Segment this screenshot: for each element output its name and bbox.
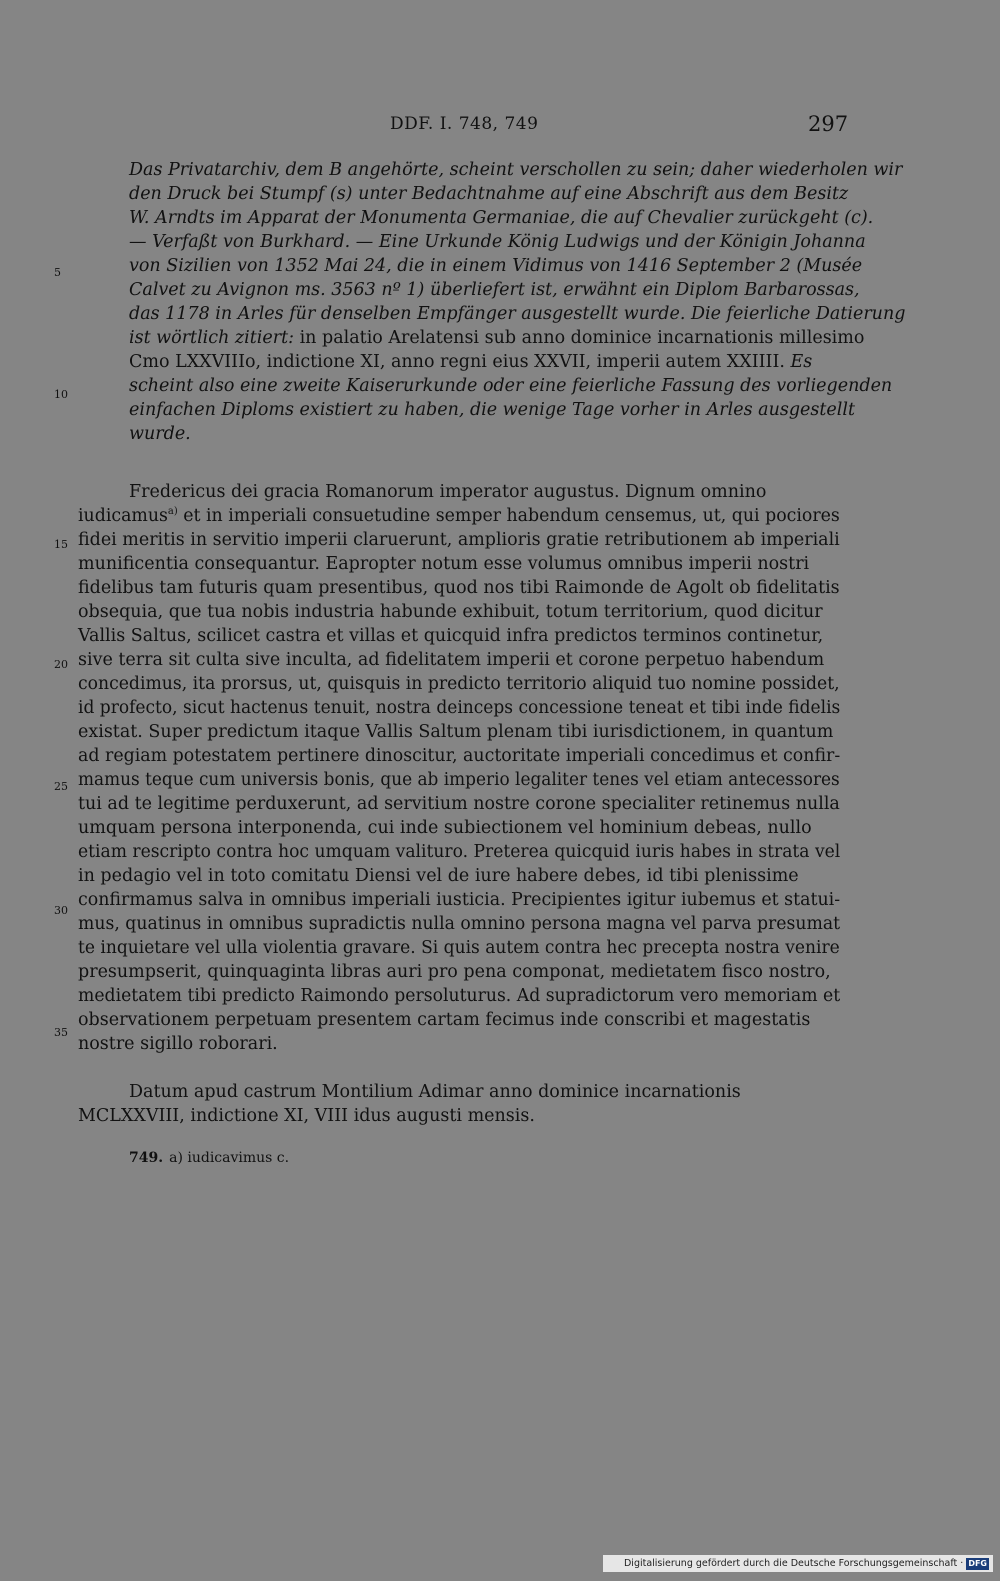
body-line: fidei meritis in servitio imperii claruerunt, amplioris gratie retributionem ab imperiali [78,530,840,550]
dating-line: MCLXXVIII, indictione XI, VIII idus augusti mensis. [78,1106,535,1126]
intro-line: scheint also eine zweite Kaiserurkunde oder eine feierliche Fassung des vorliegenden [129,376,893,396]
line-number: 20 [54,658,68,671]
body-word: iudicamus [78,506,168,526]
body-line: munificentia consequantur. Eapropter notum esse volumus omnibus imperii nostri [78,554,810,574]
intro-line: W. Arndts im Apparat der Monumenta Germaniae, die auf Chevalier zurückgeht (c). [129,208,874,228]
intro-line: den Druck bei Stumpf (s) unter Bedachtnahme auf eine Abschrift aus dem Besitz [129,184,849,204]
body-line: ad regiam potestatem pertinere dinoscitur, auctoritate imperiali concedimus et confir- [78,746,841,766]
body-line: sive terra sit culta sive inculta, ad fidelitatem imperii et corone perpetuo habendum [78,650,825,670]
body-line: fidelibus tam futuris quam presentibus, quod nos tibi Raimonde de Agolt ob fidelitatis [78,578,840,598]
intro-line-mixed [129,326,865,350]
intro-line: — Verfaßt von Burkhard. — Eine Urkunde König Ludwigs und der Königin Johanna [129,232,866,252]
body-line: tui ad te legitime perduxerunt, ad servitium nostre corone specialiter retinemus nulla [78,794,840,814]
line-number: 30 [54,904,68,917]
body-word: et in imperiali consuetudine semper habendum censemus, ut, qui pociores [177,506,840,526]
body-line: mamus teque cum universis bonis, que ab imperio legaliter tenes vel etiam antecessores [78,770,840,790]
body-line: mus, quatinus in omnibus supradictis nulla omnino persona magna vel parva presumat [78,914,841,934]
line-number: 15 [54,538,68,551]
intro-line: wurde. [129,424,191,444]
line-number: 5 [54,266,61,279]
footnote-text: a) iudicavimus c. [169,1150,290,1166]
page-number: 297 [808,112,849,136]
footnote-marker: a) [167,506,178,518]
body-line: umquam persona interponenda, cui inde subiectionem vel hominium debeas, nullo [78,818,812,838]
body-line: concedimus, ita prorsus, ut, quisquis in predicto territorio aliquid tuo nomine possidet, [78,674,840,694]
body-line: presumpserit, quinquaginta libras auri pro pena componat, medietatem fisco nostro, [78,962,831,982]
footer-text: Digitalisierung gefördert durch die Deutsche Forschungsgemeinschaft · [623,1558,964,1569]
intro-line: das 1178 in Arles für denselben Empfänger ausgestellt wurde. Die feierliche Datierung [129,304,906,324]
body-line: Fredericus dei gracia Romanorum imperator augustus. Dignum omnino [129,482,767,502]
body-line: etiam rescripto contra hoc umquam valituro. Preterea quicquid iuris habes in strata vel [78,842,841,862]
dfg-logo-icon: DFG [968,1558,987,1568]
intro-line: einfachen Diploms existiert zu haben, die wenige Tage vorher in Arles ausgestellt [129,400,855,420]
intro-quote-part: in palatio Arelatensi sub anno dominice incarnationis millesimo [294,328,865,348]
intro-line: Das Privatarchiv, dem B angehörte, scheint verschollen zu sein; daher wiederholen wir [129,160,903,180]
intro-italic-part: Es [784,352,813,372]
body-line: medietatem tibi predicto Raimondo persoluturus. Ad supradictorum vero memoriam et [78,986,841,1006]
body-line: te inquietare vel ulla violentia gravare. Si quis autem contra hec precepta nostra venire [78,938,840,958]
body-line: obsequia, que tua nobis industria habunde exhibuit, totum territorium, quod dicitur [78,602,823,622]
dating-line: Datum apud castrum Montilium Adimar anno dominice incarnationis [129,1082,741,1102]
footnote [129,1150,289,1166]
body-line: Vallis Saltus, scilicet castra et villas et quicquid infra predictos terminos continetur, [78,626,824,646]
body-line: in pedagio vel in toto comitatu Diensi vel de iure habere debes, id tibi plenissime [78,866,799,886]
body-line: existat. Super predictum itaque Vallis Saltum plenam tibi iurisdictionem, in quantum [78,722,834,742]
funding-footer [603,1555,993,1572]
line-number: 25 [54,780,68,793]
intro-quote-part: Cmo LXXVIIIo, indictione XI, anno regni eius XXVII, imperii autem XXIIII. [129,352,785,372]
footnote-number: 749. [129,1150,164,1166]
body-line: confirmamus salva in omnibus imperiali iusticia. Precipientes igitur iubemus et statui- [78,890,841,910]
intro-line-mixed [129,350,838,374]
body-line: observationem perpetuam presentem cartam fecimus inde conscribi et magestatis [78,1010,811,1030]
body-line: nostre sigillo roborari. [78,1034,278,1054]
body-line: id profecto, sicut hactenus tenuit, nostra deinceps concessione teneat et tibi inde fidelis [78,698,841,718]
intro-line: Calvet zu Avignon ms. 3563 nº 1) überliefert ist, erwähnt ein Diplom Barbarossas, [129,280,860,300]
body-line [78,504,840,528]
intro-italic-part: ist wörtlich zitiert: [129,328,295,348]
intro-line: von Sizilien von 1352 Mai 24, die in einem Vidimus von 1416 September 2 (Musée [129,256,863,276]
line-number: 10 [54,388,68,401]
line-number: 35 [54,1026,68,1039]
running-head: DDF. I. 748, 749 [390,114,539,134]
